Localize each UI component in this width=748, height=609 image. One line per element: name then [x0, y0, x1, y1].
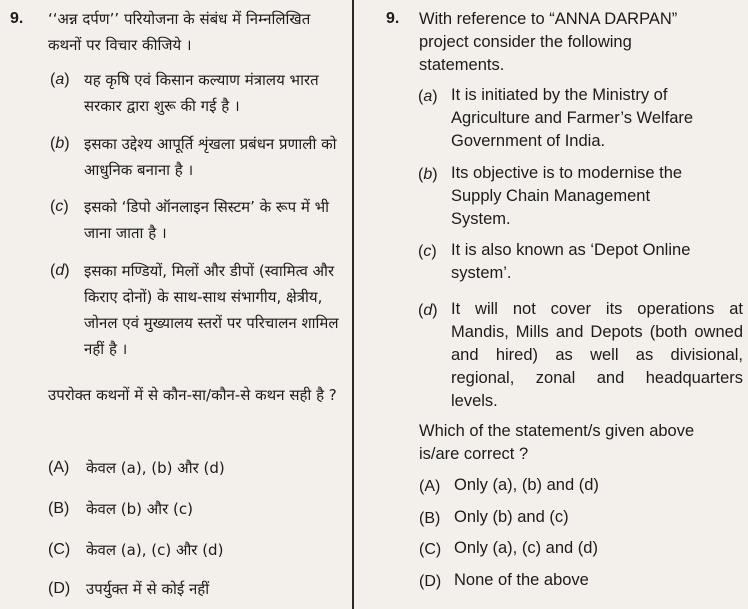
statement-a: यह कृषि एवं किसान कल्याण मंत्रालय भारत सरकार द्वारा शुरू की गई है ।	[84, 71, 319, 115]
option-label-a: (A)	[419, 478, 441, 495]
option-b: केवल (b) और (c)	[86, 500, 193, 518]
statement-b: इसका उद्देश्य आपूर्ति शृंखला प्रबंधन प्रणाली को आधुनिक बनाना है ।	[84, 135, 337, 179]
statement-d: इसका मण्डियों, मिलों और डीपों (स्वामित्व और किराए दोनों) के साथ-साथ संभागीय, क्षेत्रीय, जोनल एवं मुख्यालय स्तरों पर परिचालन शामिल नहीं है ।	[84, 262, 339, 358]
statement-label-d: (d)	[50, 262, 70, 279]
option-label-d: (D)	[48, 580, 71, 597]
option-label-b: (B)	[48, 500, 70, 517]
option-label-c: (C)	[419, 541, 442, 558]
statement-label-b: (b)	[50, 135, 70, 152]
question-number: 9.	[386, 10, 400, 27]
statement-label-c: (c)	[50, 198, 69, 215]
option-label-c: (C)	[48, 541, 71, 558]
statement-label-a: (a)	[50, 71, 70, 88]
column-divider	[352, 0, 354, 609]
option-a: केवल (a), (b) और (d)	[86, 459, 225, 477]
question-ask: Which of the statement/s given above is/are correct ?	[419, 422, 695, 463]
statement-a: It is initiated by the Ministry of Agriculture and Farmer’s Welfare Government of India.	[451, 86, 694, 150]
statement-label-a: (a)	[418, 88, 438, 105]
option-label-a: (A)	[48, 459, 70, 476]
statement-c: It is also known as ‘Depot Online system’.	[451, 241, 691, 282]
option-b: Only (b) and (c)	[454, 508, 569, 526]
statement-d: It will not cover its operations at Mandis, Mills and Depots (both owned and hired) as well as divisional, regional, zonal and headquarters levels.	[451, 300, 743, 410]
option-d: उपर्युक्त में से कोई नहीं	[86, 580, 210, 598]
question-number: 9.	[10, 10, 24, 27]
question-stem: With reference to “ANNA DARPAN” project consider the following statements.	[419, 10, 678, 74]
statement-b: Its objective is to modernise the Supply Chain Management System.	[451, 164, 683, 228]
option-label-b: (B)	[419, 510, 441, 527]
statement-label-d: (d)	[418, 302, 438, 319]
question-ask: उपरोक्त कथनों में से कौन-सा/कौन-से कथन सही है ?	[48, 386, 337, 404]
statement-label-b: (b)	[418, 166, 438, 183]
question-stem: ‘‘अन्न दर्पण’’ परियोजना के संबंध में निम्नलिखित कथनों पर विचार कीजिये ।	[48, 10, 311, 54]
statement-c: इसको ‘डिपो ऑनलाइन सिस्टम’ के रूप में भी जाना जाता है ।	[84, 198, 330, 242]
option-label-d: (D)	[419, 573, 442, 590]
option-c: Only (a), (c) and (d)	[454, 539, 598, 557]
option-a: Only (a), (b) and (d)	[454, 476, 599, 494]
option-d: None of the above	[454, 571, 589, 589]
option-c: केवल (a), (c) और (d)	[86, 541, 224, 559]
statement-label-c: (c)	[418, 243, 437, 260]
